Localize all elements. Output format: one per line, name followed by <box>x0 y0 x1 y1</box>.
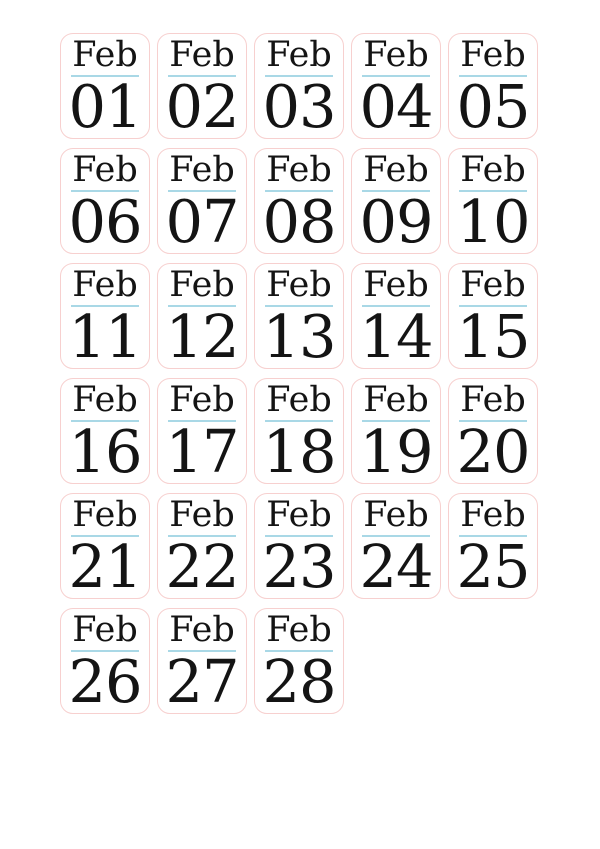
date-card[interactable] <box>60 493 150 599</box>
day-number: 17 <box>165 416 239 486</box>
month-label: Feb <box>169 150 235 190</box>
day-number: 09 <box>359 186 433 256</box>
day-number: 23 <box>262 531 336 601</box>
date-card[interactable] <box>448 493 538 599</box>
date-card[interactable] <box>448 33 538 139</box>
month-label: Feb <box>266 380 332 420</box>
date-card[interactable] <box>60 263 150 369</box>
day-number: 08 <box>262 186 336 256</box>
day-number: 24 <box>359 531 433 601</box>
month-label: Feb <box>169 380 235 420</box>
month-label: Feb <box>460 495 526 535</box>
date-card[interactable] <box>157 378 247 484</box>
day-number: 01 <box>68 71 142 141</box>
date-card-grid <box>60 33 538 714</box>
month-label: Feb <box>460 150 526 190</box>
month-label: Feb <box>266 610 332 650</box>
date-card[interactable] <box>351 378 441 484</box>
day-number: 05 <box>456 71 530 141</box>
date-card[interactable] <box>254 378 344 484</box>
month-label: Feb <box>72 610 138 650</box>
date-card[interactable] <box>254 148 344 254</box>
month-label: Feb <box>169 495 235 535</box>
date-card[interactable] <box>351 493 441 599</box>
day-number: 03 <box>262 71 336 141</box>
date-card[interactable] <box>157 263 247 369</box>
date-card[interactable] <box>351 263 441 369</box>
day-number: 27 <box>165 646 239 716</box>
date-card[interactable] <box>448 378 538 484</box>
date-card[interactable] <box>60 148 150 254</box>
month-label: Feb <box>460 380 526 420</box>
day-number: 21 <box>68 531 142 601</box>
day-number: 18 <box>262 416 336 486</box>
day-number: 04 <box>359 71 433 141</box>
day-number: 14 <box>359 301 433 371</box>
day-number: 02 <box>165 71 239 141</box>
day-number: 10 <box>456 186 530 256</box>
day-number: 20 <box>456 416 530 486</box>
date-card[interactable] <box>351 33 441 139</box>
date-card[interactable] <box>60 378 150 484</box>
day-number: 12 <box>165 301 239 371</box>
month-label: Feb <box>266 495 332 535</box>
date-card[interactable] <box>60 608 150 714</box>
date-card[interactable] <box>448 148 538 254</box>
date-card[interactable] <box>157 493 247 599</box>
month-label: Feb <box>460 35 526 75</box>
month-label: Feb <box>169 265 235 305</box>
day-number: 15 <box>456 301 530 371</box>
month-label: Feb <box>363 265 429 305</box>
date-card[interactable] <box>60 33 150 139</box>
month-label: Feb <box>266 150 332 190</box>
day-number: 25 <box>456 531 530 601</box>
month-label: Feb <box>266 265 332 305</box>
month-label: Feb <box>169 610 235 650</box>
day-number: 06 <box>68 186 142 256</box>
day-number: 26 <box>68 646 142 716</box>
day-number: 13 <box>262 301 336 371</box>
month-label: Feb <box>460 265 526 305</box>
month-label: Feb <box>363 35 429 75</box>
month-label: Feb <box>72 35 138 75</box>
month-label: Feb <box>169 35 235 75</box>
day-number: 11 <box>68 301 142 371</box>
date-card[interactable] <box>351 148 441 254</box>
date-card[interactable] <box>157 33 247 139</box>
month-label: Feb <box>72 150 138 190</box>
month-label: Feb <box>363 380 429 420</box>
date-card[interactable] <box>254 493 344 599</box>
date-card[interactable] <box>254 263 344 369</box>
month-label: Feb <box>266 35 332 75</box>
day-number: 22 <box>165 531 239 601</box>
month-label: Feb <box>363 495 429 535</box>
month-label: Feb <box>72 495 138 535</box>
month-label: Feb <box>72 380 138 420</box>
date-card[interactable] <box>157 608 247 714</box>
day-number: 16 <box>68 416 142 486</box>
date-card[interactable] <box>254 33 344 139</box>
date-card[interactable] <box>157 148 247 254</box>
month-label: Feb <box>363 150 429 190</box>
day-number: 28 <box>262 646 336 716</box>
day-number: 19 <box>359 416 433 486</box>
date-card[interactable] <box>448 263 538 369</box>
month-label: Feb <box>72 265 138 305</box>
date-card[interactable] <box>254 608 344 714</box>
day-number: 07 <box>165 186 239 256</box>
